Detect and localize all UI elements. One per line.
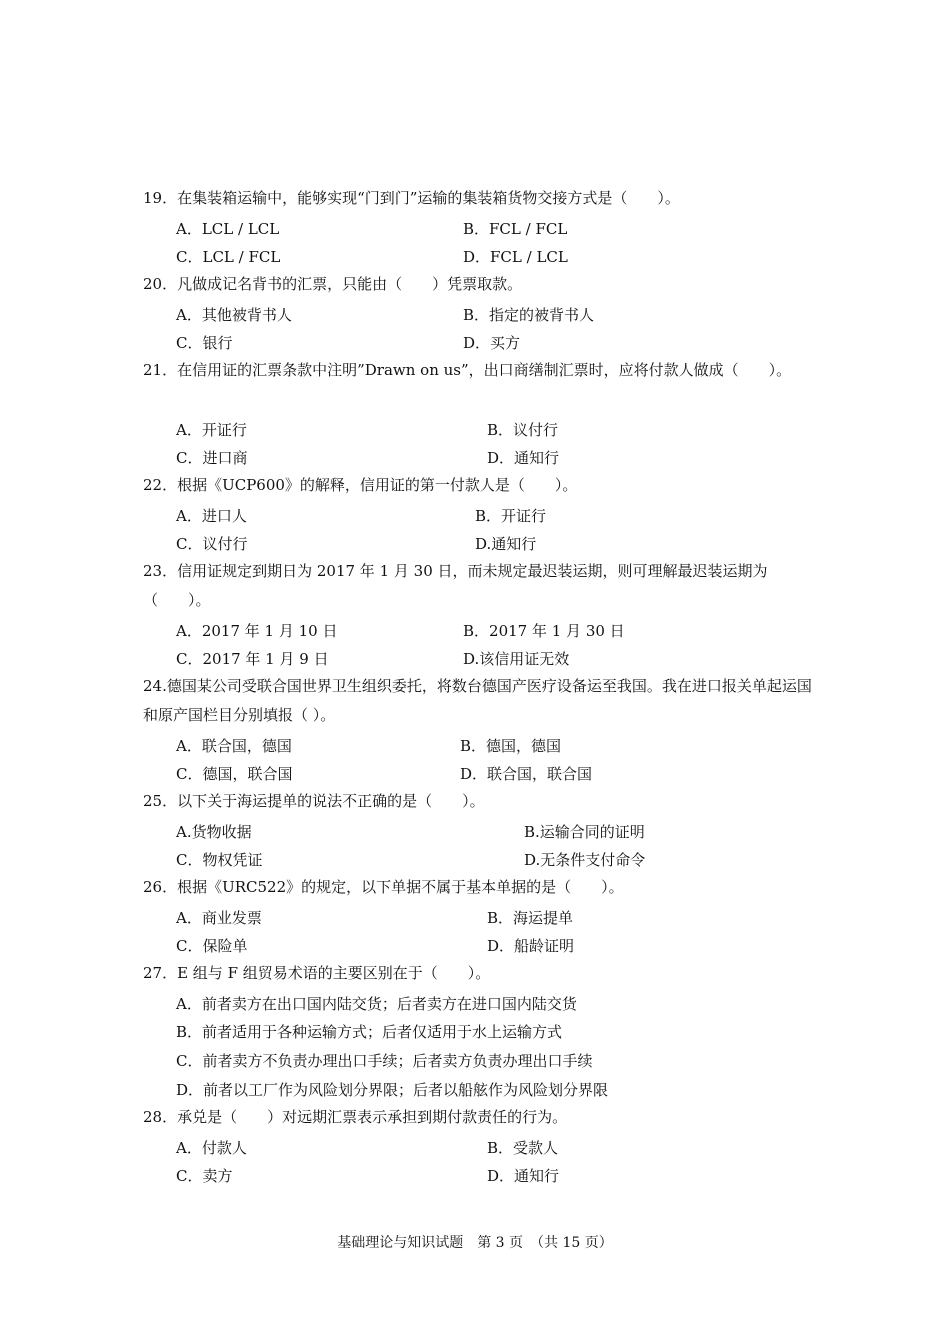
option-25-a: A.货物收据 (176, 823, 252, 841)
question-28: 28．承兑是（ ）对远期汇票表示承担到期付款责任的行为。 (143, 1108, 568, 1126)
option-26-a: A．商业发票 (176, 909, 262, 927)
question-21: 21．在信用证的汇票条款中注明”Drawn on us”，出口商缮制汇票时，应将付款人做成（ ）。 (143, 361, 792, 379)
option-26-c: C．保险单 (176, 937, 248, 955)
question-20: 20．凡做成记名背书的汇票，只能由（ ）凭票取款。 (143, 275, 523, 293)
option-27-d: D．前者以工厂作为风险划分界限；后者以船舷作为风险划分界限 (176, 1081, 609, 1099)
option-20-d: D．买方 (463, 334, 521, 352)
option-20-c: C．银行 (176, 334, 233, 352)
option-24-a: A．联合国，德国 (176, 737, 292, 755)
option-22-b: B．开证行 (475, 507, 547, 525)
option-22-d: D.通知行 (475, 535, 537, 553)
option-28-b: B．受款人 (487, 1139, 559, 1157)
question-25: 25．以下关于海运提单的说法不正确的是（ ）。 (143, 792, 485, 810)
option-21-a: A．开证行 (176, 421, 247, 439)
option-23-d: D.该信用证无效 (463, 650, 570, 668)
page-footer: 基础理论与知识试题 第 3 页 （共 15 页） (337, 1235, 613, 1251)
option-23-a: A．2017 年 1 月 10 日 (176, 622, 338, 640)
question-27: 27．E 组与 F 组贸易术语的主要区别在于（ ）。 (143, 964, 491, 982)
option-25-b: B.运输合同的证明 (524, 823, 645, 841)
option-22-a: A．进口人 (176, 507, 247, 525)
option-26-b: B．海运提单 (487, 909, 574, 927)
option-19-b: B．FCL / FCL (463, 220, 568, 238)
option-21-b: B．议付行 (487, 421, 559, 439)
option-19-c: C．LCL / FCL (176, 248, 281, 266)
option-27-a: A．前者卖方在出口国内陆交货；后者卖方在进口国内陆交货 (176, 995, 577, 1013)
question-24: 24.德国某公司受联合国世界卫生组织委托，将数台德国产医疗设备运至我国。我在进口报关单起运国和原产国栏目分别填报（ ）。 (143, 677, 812, 724)
option-21-d: D．通知行 (487, 449, 560, 467)
option-19-a: A．LCL / LCL (176, 220, 280, 238)
option-24-d: D．联合国，联合国 (460, 765, 593, 783)
option-21-c: C．进口商 (176, 449, 248, 467)
option-22-c: C．议付行 (176, 535, 248, 553)
option-28-c: C．卖方 (176, 1167, 233, 1185)
option-24-b: B．德国，德国 (460, 737, 562, 755)
question-26: 26．根据《URC522》的规定，以下单据不属于基本单据的是（ ）。 (143, 878, 624, 896)
option-20-a: A．其他被背书人 (176, 306, 292, 324)
option-24-c: C．德国，联合国 (176, 765, 293, 783)
option-25-d: D.无条件支付命令 (524, 851, 646, 869)
option-23-c: C．2017 年 1 月 9 日 (176, 650, 329, 668)
option-23-b: B．2017 年 1 月 30 日 (463, 622, 625, 640)
option-28-a: A．付款人 (176, 1139, 247, 1157)
option-26-d: D．船龄证明 (487, 937, 575, 955)
option-19-d: D．FCL / LCL (463, 248, 568, 266)
option-25-c: C．物权凭证 (176, 851, 263, 869)
option-27-b: B．前者适用于各种运输方式；后者仅适用于水上运输方式 (176, 1023, 563, 1041)
option-28-d: D．通知行 (487, 1167, 560, 1185)
option-27-c: C．前者卖方不负责办理出口手续；后者卖方负责办理出口手续 (176, 1052, 593, 1070)
question-23: 23．信用证规定到期日为 2017 年 1 月 30 日，而未规定最迟装运期，则可理解最迟装运期为（ ）。 (143, 562, 768, 609)
question-22: 22．根据《UCP600》的解释，信用证的第一付款人是（ ）。 (143, 476, 578, 494)
question-19: 19．在集装箱运输中，能够实现“门到门”运输的集装箱货物交接方式是（ ）。 (143, 189, 680, 207)
option-20-b: B．指定的被背书人 (463, 306, 595, 324)
